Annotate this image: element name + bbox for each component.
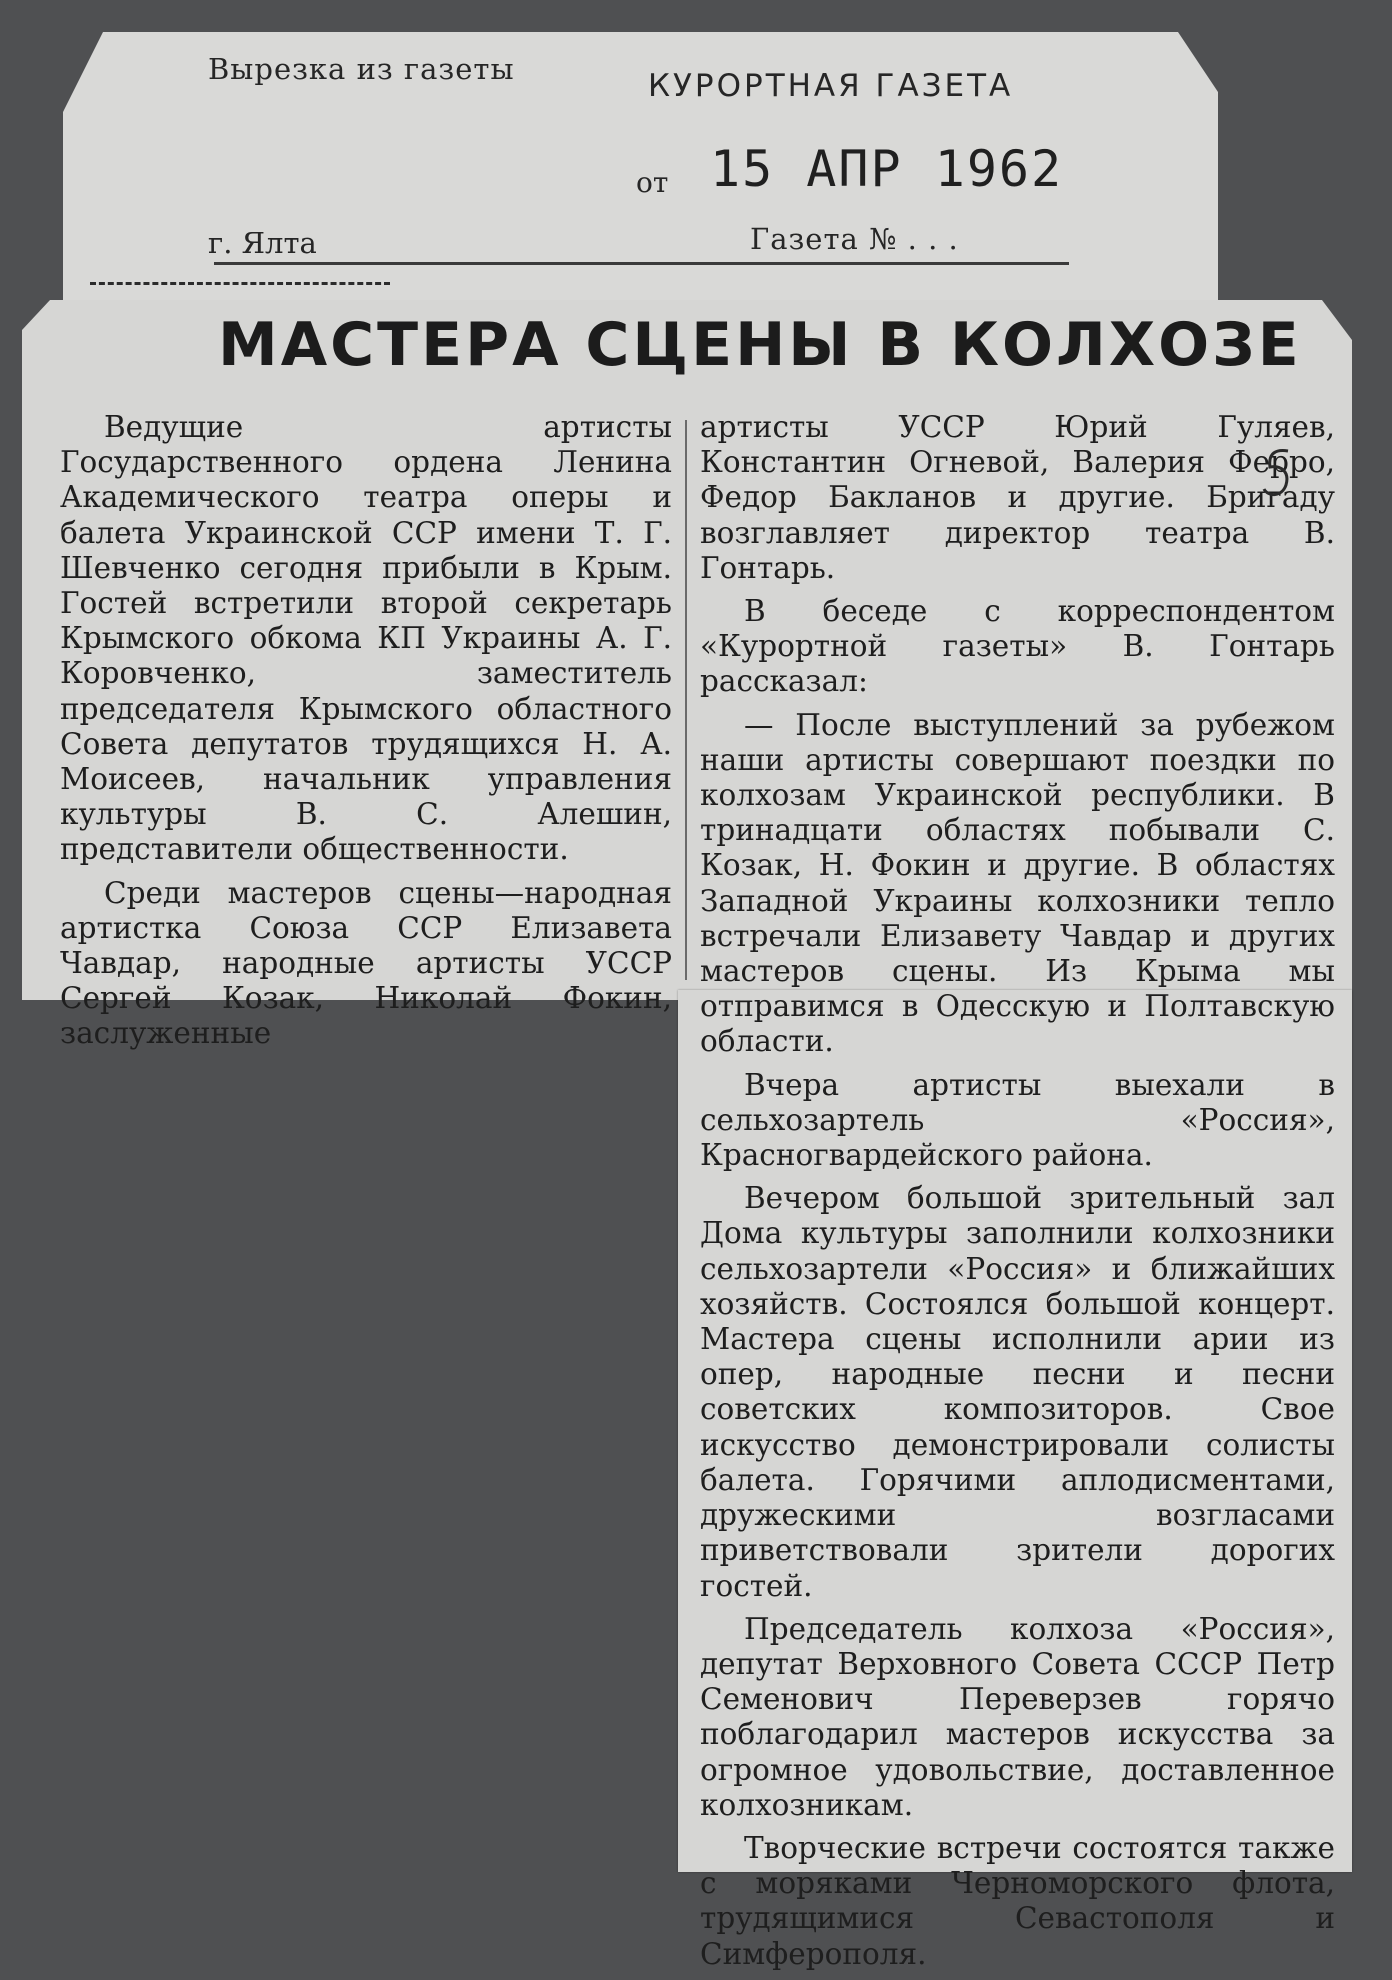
paragraph: Вчера артисты выехали в сельхозартель «Россия», Красногвардейского района. [700,1067,1335,1173]
paragraph: Вечером большой зрительный зал Дома культуры заполнили колхозники сельхозартели «Россия» и ближайших хозяйств. Состоялся большой концерт. Мастера сцены исполнили арии из опер, народные песни и песни советских композиторов. Свое искусство демонстрировали солисты балета. Горячими аплодисментами, дружескими возгласами приветствовали зрители дорогих гостей. [700,1181,1335,1603]
paragraph: Творческие встречи состоятся также с моряками Черноморского флота, трудящимися Севастополя и Симферополя. [700,1830,1335,1971]
date-stamp: 15 АПР 1962 [710,140,1064,198]
article-headline: МАСТЕРА СЦЕНЫ В КОЛХОЗЕ [218,310,1302,380]
left-column [60,410,672,1060]
header-rule [214,262,1069,265]
city-label: г. Ялта [208,226,317,260]
paragraph: Председатель колхоза «Россия», депутат Верховного Совета СССР Петр Семенович Переверзев горячо поблагодарил мастеров искусства за огромное удовольствие, доставленное колхозникам. [700,1611,1335,1822]
paragraph: Среди мастеров сцены—народная артистка Союза ССР Елизавета Чавдар, народные артисты УССР Сергей Козак, Николай Фокин, заслуженные [60,875,672,1051]
date-prefix: от [636,166,669,199]
source-label: Вырезка из газеты [208,52,515,86]
perforated-edge [90,282,390,285]
paragraph: — После выступлений за рубежом наши артисты совершают поездки по колхозам Украинской республики. В тринадцати областях побывали С. Козак, Н. Фокин и другие. В областях Западной Украины колхозники тепло встречали Елизавету Чавдар и других мастеров сцены. Из Крыма мы отправимся в Одесскую и Полтавскую области. [700,707,1335,1059]
paragraph: Ведущие артисты Государственного ордена Ленина Академического театра оперы и балета Украинской ССР имени Т. Г. Шевченко сегодня прибыли в Крым. Гостей встретили второй секретарь Крымского обкома КП Украины А. Г. Коровченко, заместитель председателя Крымского областного Совета депутатов трудящихся Н. А. Моисеев, начальник управления культуры В. С. Алешин, представители общественности. [60,410,672,867]
paragraph: артисты УССР Юрий Гуляев, Константин Огневой, Валерия Ферро, Федор Бакланов и другие. Бригаду возглавляет директор театра В. Гонтарь. [700,410,1335,585]
column-divider [685,420,687,980]
newspaper-name: КУРОРТНАЯ ГАЗЕТА [648,68,1014,104]
handwritten-mark-icon [1258,445,1294,505]
issue-number: Газета № . . . [750,222,959,256]
paragraph: В беседе с корреспондентом «Курортной газеты» В. Гонтарь рассказал: [700,594,1335,699]
right-column [700,410,1335,1980]
